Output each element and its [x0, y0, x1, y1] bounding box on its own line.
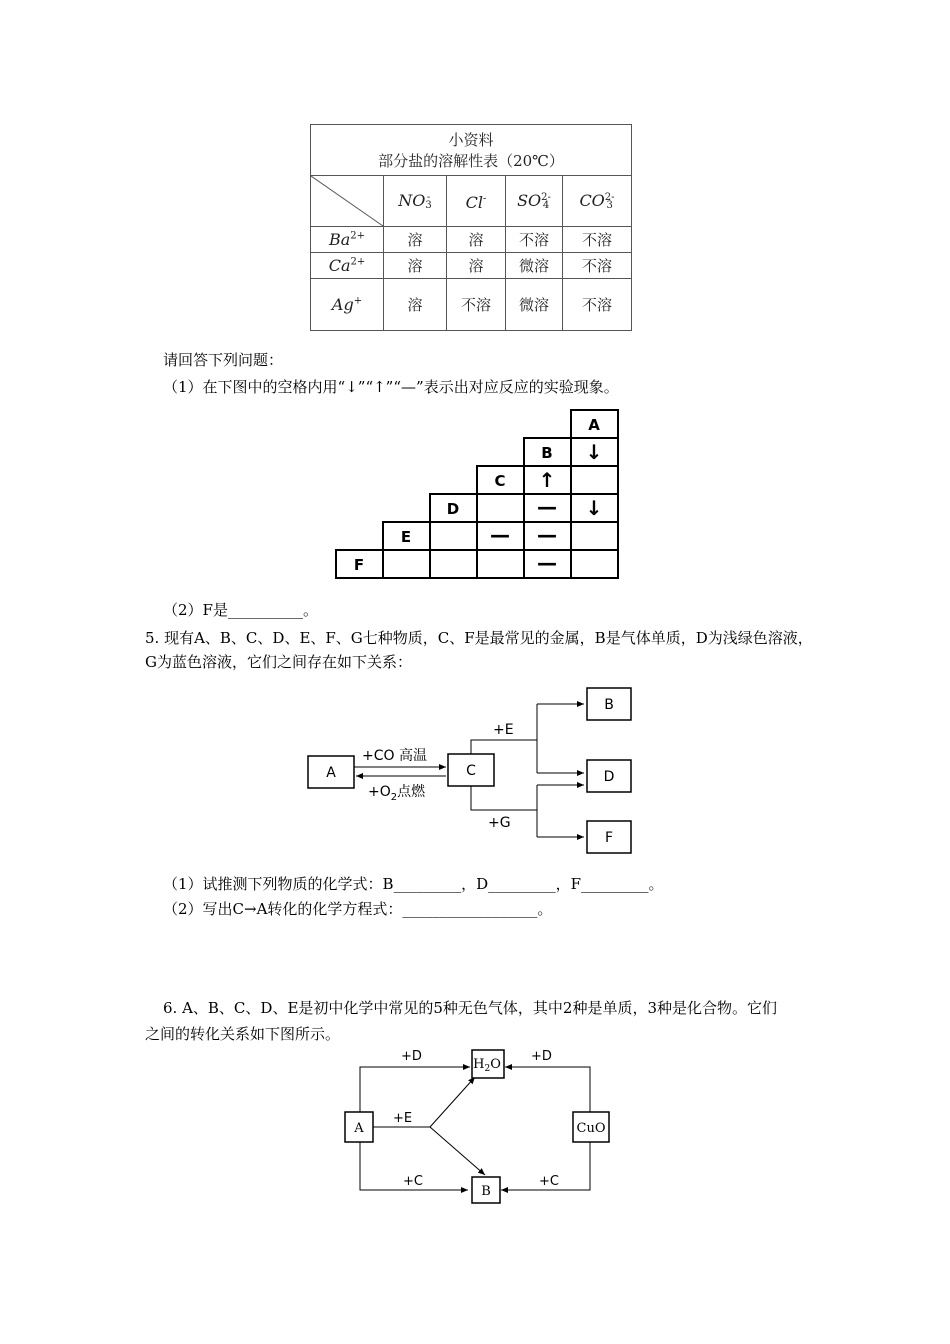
q5-line1: 5. 现有A、B、C、D、E、F、G七种物质，C、F是最常见的金属，B是气体单质，D为浅绿色溶液， — [145, 629, 813, 647]
stair-label-e: E — [400, 528, 412, 546]
table-row — [311, 279, 632, 331]
label-plus-d-right: +D — [531, 1049, 552, 1064]
table-caption — [311, 125, 632, 176]
q4-part1: （1）在下图中的空格内用“↓”“↑”“—”表示出对应反应的实验现象。 — [163, 378, 619, 396]
label-o2-ignite: $+O_2$点燃 — [368, 784, 426, 803]
dash-mark: — — [537, 551, 557, 575]
down-arrow-icon: ↓ — [585, 496, 603, 520]
stair-label-f: F — [353, 556, 365, 574]
table-cell: 不溶 — [447, 279, 506, 331]
table-row — [311, 253, 632, 279]
anion-header: Cl- — [447, 176, 506, 227]
anion-header: CO 2- 3 — [563, 176, 632, 227]
table-cell: 溶 — [384, 227, 447, 253]
node-f: F — [604, 830, 614, 846]
down-arrow-icon: ↓ — [585, 440, 603, 464]
diagonal-line — [311, 176, 383, 226]
corner-cell — [311, 176, 384, 227]
q5-part1: （1）试推测下列物质的化学式：B_________，D_________，F_________。 — [163, 875, 664, 893]
table-row — [311, 227, 632, 253]
node-cuo: CuO — [576, 1121, 606, 1136]
stair-label-c: C — [494, 472, 506, 490]
cation-header: Ag+ — [311, 279, 384, 331]
node-a: A — [354, 1121, 364, 1136]
node-b: B — [604, 697, 614, 713]
anion-header: SO 2- 4 — [506, 176, 563, 227]
node-d: D — [603, 769, 615, 785]
node-b: B — [481, 1184, 491, 1199]
q4-intro: 请回答下列问题： — [163, 351, 284, 369]
stair-label-b: B — [541, 444, 553, 462]
label-plus-d-left: +D — [401, 1049, 422, 1064]
q5-diagram — [300, 682, 640, 862]
label-plus-g: +G — [488, 815, 511, 831]
label-co-high-temp: +CO 高温 — [362, 748, 427, 764]
table-cell: 微溶 — [506, 253, 563, 279]
table-cell: 溶 — [384, 253, 447, 279]
table-cell: 不溶 — [506, 227, 563, 253]
table-subtitle: 部分盐的溶解性表（20℃） — [378, 152, 564, 170]
table-cell: 微溶 — [506, 279, 563, 331]
up-arrow-icon: ↑ — [538, 468, 556, 492]
dash-mark: — — [537, 495, 557, 519]
anion-header: NO - 3 — [384, 176, 447, 227]
q4-part2: （2）F是__________。 — [163, 601, 318, 619]
table-cell: 不溶 — [563, 253, 632, 279]
label-plus-c-left: +C — [403, 1174, 423, 1189]
staircase-diagram — [330, 408, 624, 580]
stair-label-a: A — [588, 416, 600, 434]
q6-line2: 之间的转化关系如下图所示。 — [145, 1025, 341, 1043]
cation-header: $Ca^{2+}$ — [311, 253, 384, 279]
table-cell: 不溶 — [563, 279, 632, 331]
node-h2o: $H_2O$ — [473, 1057, 501, 1074]
label-plus-e: +E — [493, 722, 514, 738]
table-cell: 溶 — [447, 227, 506, 253]
node-a: A — [326, 765, 336, 781]
table-cell: 溶 — [447, 253, 506, 279]
label-plus-e: +E — [393, 1111, 413, 1126]
table-cell: 不溶 — [563, 227, 632, 253]
label-plus-c-right: +C — [539, 1174, 559, 1189]
cation-header: $Ba^{2+}$ — [311, 227, 384, 253]
solubility-table — [310, 124, 632, 331]
q6-diagram — [335, 1042, 625, 1207]
node-c: C — [466, 763, 476, 779]
dash-mark: — — [490, 523, 510, 547]
table-title: 小资料 — [448, 131, 494, 149]
q5-part2: （2）写出C→A转化的化学方程式：__________________。 — [163, 900, 553, 918]
dash-mark: — — [537, 523, 557, 547]
table-cell: 溶 — [384, 279, 447, 331]
q6-line1: 6. A、B、C、D、E是初中化学中常见的5种无色气体，其中2种是单质，3种是化合物。它们 — [163, 999, 778, 1017]
q5-line2: G为蓝色溶液，它们之间存在如下关系： — [145, 653, 412, 671]
stair-label-d: D — [446, 500, 460, 518]
